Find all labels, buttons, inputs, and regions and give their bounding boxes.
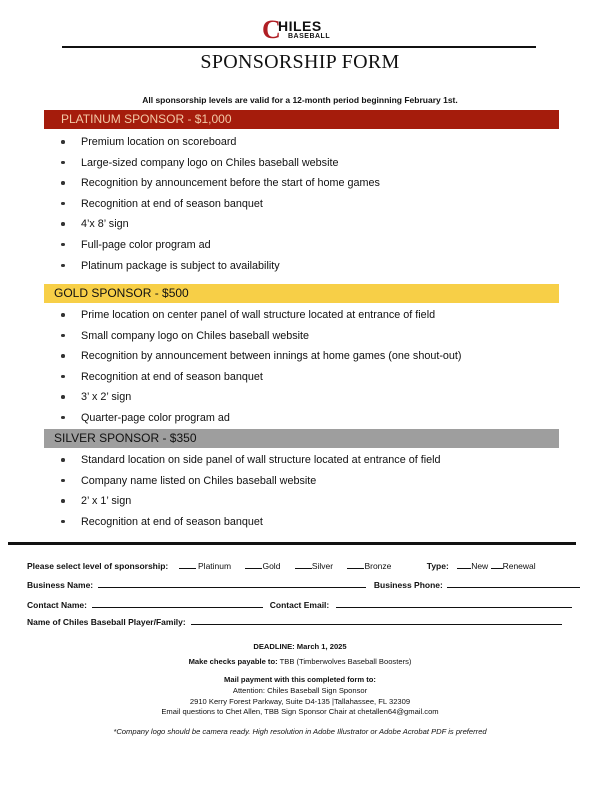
list-item-text: Recognition at end of season banquet bbox=[81, 370, 263, 383]
silver-heading: SILVER SPONSOR - $350 bbox=[44, 429, 559, 448]
business-name-label: Business Name: bbox=[27, 580, 94, 590]
platinum-benefits-list bbox=[58, 135, 380, 279]
bullet-icon bbox=[61, 181, 65, 185]
silver-blank[interactable] bbox=[295, 560, 312, 569]
list-item-text: Recognition by announcement before the start of home games bbox=[81, 177, 380, 190]
bullet-icon bbox=[61, 479, 65, 483]
platinum-blank[interactable] bbox=[179, 560, 196, 569]
bullet-icon bbox=[61, 520, 65, 524]
list-item bbox=[58, 308, 462, 329]
silver-benefits-list bbox=[58, 453, 441, 535]
list-item-text: Company name listed on Chiles baseball website bbox=[81, 474, 317, 487]
list-item bbox=[58, 515, 441, 536]
list-item bbox=[58, 349, 462, 370]
option-renewal: Renewal bbox=[502, 561, 536, 571]
logo-note: *Company logo should be camera ready. High resolution in Adobe Illustrator or Adobe Acrobat PDF is preferred bbox=[113, 727, 487, 736]
list-item-text: Large-sized company logo on Chiles baseball website bbox=[81, 156, 339, 169]
chiles-logo bbox=[262, 17, 342, 45]
option-platinum: Platinum bbox=[198, 561, 232, 571]
player-row bbox=[27, 616, 562, 627]
gold-benefits-list bbox=[58, 308, 462, 432]
sponsorship-level-row bbox=[27, 560, 536, 571]
form-divider bbox=[8, 542, 576, 545]
list-item bbox=[58, 156, 380, 177]
bullet-icon bbox=[61, 222, 65, 226]
mail-label: Mail payment with this completed form to: bbox=[224, 675, 376, 684]
list-item-text: Platinum package is subject to availability bbox=[81, 259, 280, 272]
business-name-field[interactable] bbox=[98, 579, 366, 588]
list-item-text: Quarter-page color program ad bbox=[81, 411, 230, 424]
type-label: Type: bbox=[426, 561, 449, 571]
business-phone-field[interactable] bbox=[447, 579, 580, 588]
option-bronze: Bronze bbox=[364, 561, 392, 571]
contact-name-field[interactable] bbox=[92, 599, 263, 608]
deadline bbox=[0, 642, 600, 653]
deadline-text: DEADLINE: March 1, 2025 bbox=[253, 642, 347, 651]
renewal-blank[interactable] bbox=[491, 560, 503, 569]
list-item-text: Premium location on scoreboard bbox=[81, 136, 237, 148]
bullet-icon bbox=[61, 375, 65, 379]
bronze-blank[interactable] bbox=[347, 560, 364, 569]
list-item-text: 2’ x 1’ sign bbox=[81, 495, 132, 508]
attention-line: Attention: Chiles Baseball Sign Sponsor bbox=[232, 685, 368, 695]
logo-letter: C bbox=[262, 15, 281, 44]
email-line: Email questions to Chet Allen, TBB Sign Sponsor Chair at chetallen64@gmail.com bbox=[161, 707, 439, 717]
list-item bbox=[58, 238, 380, 259]
list-item bbox=[58, 390, 462, 411]
list-item-text: Full-page color program ad bbox=[81, 238, 211, 251]
checks-value: TBB (Timberwolves Baseball Boosters) bbox=[279, 657, 412, 666]
mail-block bbox=[0, 675, 600, 718]
header-divider bbox=[62, 46, 536, 48]
list-item bbox=[58, 217, 380, 238]
bullet-icon bbox=[61, 243, 65, 247]
bullet-icon bbox=[61, 354, 65, 358]
list-item-text: Standard location on side panel of wall structure located at entrance of field bbox=[81, 454, 441, 466]
list-item bbox=[58, 176, 380, 197]
checks-label: Make checks payable to: bbox=[188, 657, 278, 666]
contact-row bbox=[27, 599, 572, 610]
bullet-icon bbox=[61, 264, 65, 268]
list-item-text: 4’x 8’ sign bbox=[81, 218, 129, 231]
bullet-icon bbox=[61, 499, 65, 503]
list-item bbox=[58, 474, 441, 495]
gold-heading: GOLD SPONSOR - $500 bbox=[44, 284, 559, 303]
level-label: Please select level of sponsorship: bbox=[27, 561, 169, 571]
list-item bbox=[58, 494, 441, 515]
bullet-icon bbox=[61, 202, 65, 206]
bullet-icon bbox=[61, 334, 65, 338]
option-new: New bbox=[471, 561, 489, 571]
bullet-icon bbox=[61, 458, 65, 462]
list-item bbox=[58, 453, 441, 474]
player-label: Name of Chiles Baseball Player/Family: bbox=[27, 617, 186, 627]
list-item-text: Recognition by announcement between innings at home games (one shout-out) bbox=[81, 350, 462, 363]
list-item-text: Recognition at end of season banquet bbox=[81, 515, 263, 528]
list-item bbox=[58, 197, 380, 218]
logo-subtitle: BASEBALL bbox=[288, 33, 331, 40]
new-blank[interactable] bbox=[457, 560, 471, 569]
bullet-icon bbox=[61, 140, 65, 144]
list-item bbox=[58, 329, 462, 350]
player-field[interactable] bbox=[191, 616, 562, 625]
bullet-icon bbox=[61, 161, 65, 165]
list-item bbox=[58, 135, 380, 156]
bullet-icon bbox=[61, 416, 65, 420]
contact-name-label: Contact Name: bbox=[27, 600, 87, 610]
logo-word: HILES bbox=[278, 18, 322, 34]
checks-line bbox=[0, 657, 600, 668]
list-item-text: Recognition at end of season banquet bbox=[81, 197, 263, 210]
business-phone-label: Business Phone: bbox=[373, 580, 443, 590]
list-item bbox=[58, 370, 462, 391]
address-line: 2910 Kerry Forest Parkway, Suite D4-135 |Tallahassee, FL 32309 bbox=[189, 696, 411, 706]
option-silver: Silver bbox=[311, 561, 334, 571]
list-item-text: Prime location on center panel of wall structure located at entrance of field bbox=[81, 309, 436, 321]
gold-blank[interactable] bbox=[245, 560, 262, 569]
intro-text: All sponsorship levels are valid for a 12-month period beginning February 1st. bbox=[142, 95, 458, 105]
list-item bbox=[58, 259, 380, 280]
bullet-icon bbox=[61, 313, 65, 317]
contact-email-field[interactable] bbox=[336, 599, 572, 608]
platinum-heading: PLATINUM SPONSOR - $1,000 bbox=[44, 110, 559, 129]
business-row bbox=[27, 579, 580, 590]
list-item-text: 3’ x 2’ sign bbox=[81, 391, 132, 404]
page-title: SPONSORSHIP FORM bbox=[200, 51, 400, 73]
contact-email-label: Contact Email: bbox=[269, 600, 330, 610]
option-gold: Gold bbox=[262, 561, 281, 571]
list-item-text: Small company logo on Chiles baseball website bbox=[81, 329, 310, 342]
bullet-icon bbox=[61, 395, 65, 399]
